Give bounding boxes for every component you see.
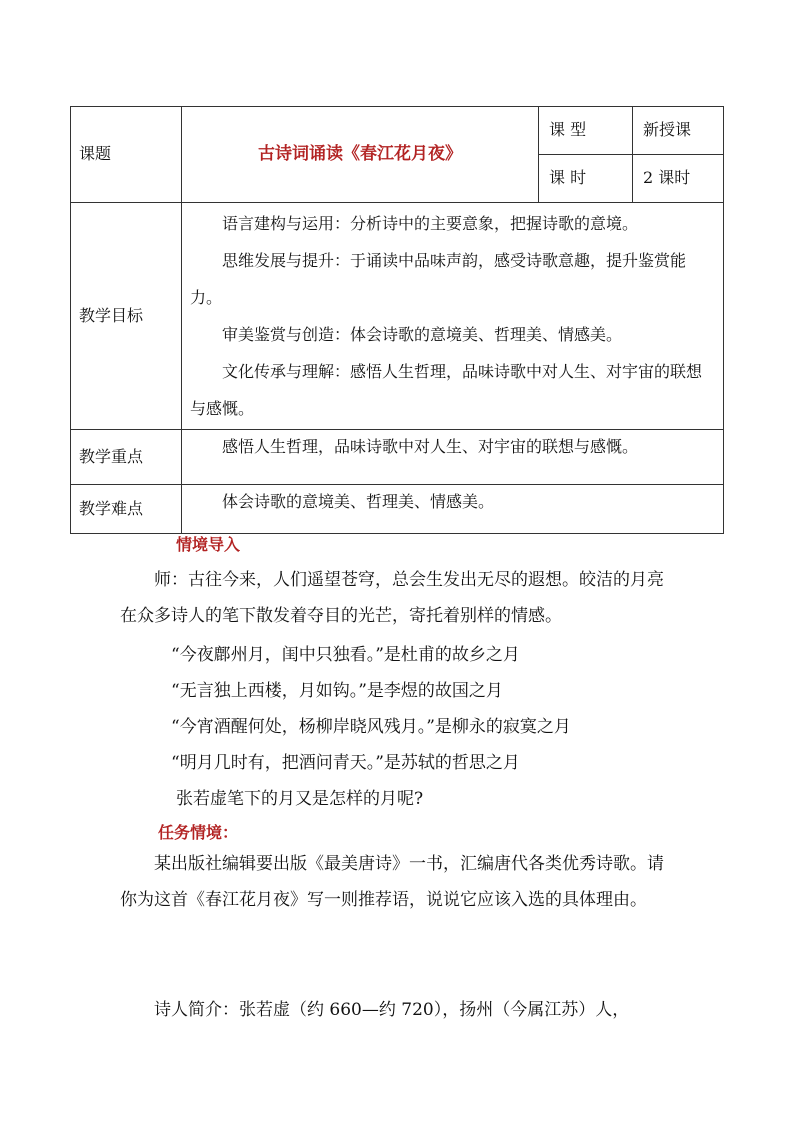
difficulties-label: 教学难点 <box>71 485 182 534</box>
lesson-info-table <box>70 106 724 534</box>
goal-item: 思维发展与提升：于诵读中品味声韵，感受诗歌意趣，提升鉴赏能力。 <box>190 251 687 307</box>
class-hours-value: 2 课时 <box>633 155 724 203</box>
goal-item: 审美鉴赏与创造：体会诗歌的意境美、哲理美、情感美。 <box>222 325 623 344</box>
intro-question: 张若虚笔下的月又是怎样的月呢? <box>176 789 424 809</box>
poem-quote: “今宵酒醒何处，杨柳岸晓风残月。”是柳永的寂寞之月 <box>171 717 571 737</box>
topic-label: 课题 <box>71 107 182 203</box>
difficulties-text: 体会诗歌的意境美、哲理美、情感美。 <box>222 492 495 511</box>
lesson-type-value: 新授课 <box>633 107 724 155</box>
lesson-title: 古诗词诵读《春江花月夜》 <box>182 107 539 203</box>
key-points-label: 教学重点 <box>71 430 182 485</box>
key-points-text: 感悟人生哲理，品味诗歌中对人生、对宇宙的联想与感慨。 <box>222 437 639 456</box>
goals-label: 教学目标 <box>71 203 182 430</box>
goal-item: 文化传承与理解：感悟人生哲理，品味诗歌中对人生、对宇宙的联想与感慨。 <box>190 362 703 418</box>
lesson-type-label: 课 型 <box>539 107 633 155</box>
poem-quote: “无言独上西楼，月如钩。”是李煜的故国之月 <box>171 681 503 701</box>
teacher-intro-text: 师：古往今来，人们遥望苍穹，总会生发出无尽的遐想。皎洁的月亮在众多诗人的笔下散发着夺目的光芒，寄托着别样的情感。 <box>120 570 664 626</box>
task-heading: 任务情境： <box>158 823 239 842</box>
poem-quote: “明月几时有，把酒问青天。”是苏轼的哲思之月 <box>171 753 520 773</box>
poem-quote: “今夜鄜州月，闺中只独看。”是杜甫的故乡之月 <box>171 645 520 665</box>
key-points-content <box>182 430 724 485</box>
intro-heading: 情境导入 <box>176 535 241 554</box>
task-text: 某出版社编辑要出版《最美唐诗》一书，汇编唐代各类优秀诗歌。请你为这首《春江花月夜》写一则推荐语，说说它应该入选的具体理由。 <box>120 854 664 910</box>
difficulties-content <box>182 485 724 534</box>
goal-item: 语言建构与运用：分析诗中的主要意象，把握诗歌的意境。 <box>222 214 639 233</box>
class-hours-label: 课 时 <box>539 155 633 203</box>
goals-content <box>182 203 724 430</box>
poet-intro-text: 诗人简介：张若虚（约 660—约 720），扬州（今属江苏）人， <box>154 1000 630 1020</box>
